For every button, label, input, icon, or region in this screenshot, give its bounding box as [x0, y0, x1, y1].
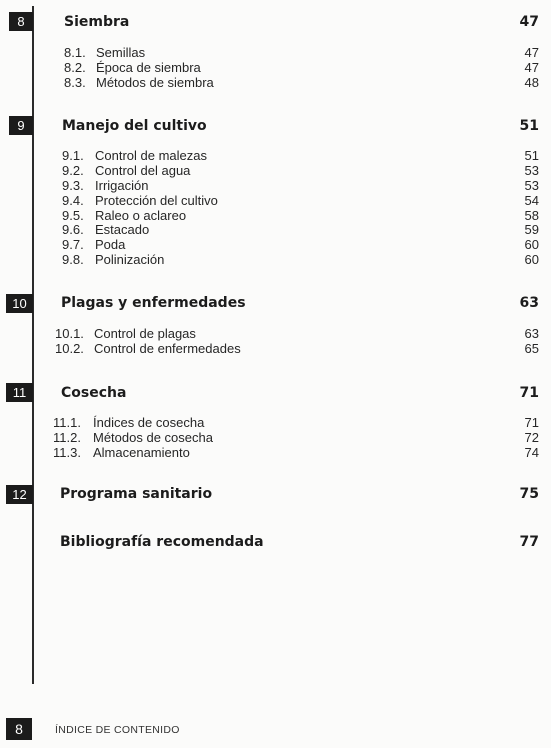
- toc-entry[interactable]: [64, 45, 145, 60]
- chapter-number-10: 10: [6, 294, 33, 313]
- entry-number: 9.6.: [62, 222, 84, 237]
- entry-number: 9.1.: [62, 148, 84, 163]
- chapter-number-11: 11: [6, 383, 33, 402]
- entry-page: 60: [524, 237, 539, 252]
- entry-label: Estacado: [95, 222, 150, 237]
- toc-entry[interactable]: [64, 75, 214, 90]
- entry-number: 8.3.: [64, 75, 86, 90]
- chapter-page-11: 71: [519, 385, 539, 401]
- entry-label: Control de enfermedades: [94, 341, 241, 356]
- entry-label: Raleo o aclareo: [95, 208, 187, 223]
- entry-page: 54: [524, 193, 539, 208]
- entry-label: Índices de cosecha: [93, 415, 205, 430]
- entry-number: 9.2.: [62, 163, 84, 178]
- toc-entry[interactable]: [55, 326, 196, 341]
- entry-label: Época de siembra: [96, 60, 201, 75]
- entry-label: Semillas: [96, 45, 146, 60]
- toc-entry[interactable]: [62, 237, 125, 252]
- toc-entry[interactable]: [62, 222, 149, 237]
- entry-number: 8.1.: [64, 45, 86, 60]
- chapter-title-8[interactable]: Siembra: [64, 14, 130, 30]
- bibliography-title[interactable]: Bibliografía recomendada: [60, 534, 264, 550]
- entry-label: Control de malezas: [95, 148, 207, 163]
- chapter-number-9: 9: [9, 116, 33, 135]
- chapter-number-8: 8: [9, 12, 33, 31]
- entry-page: 74: [524, 445, 539, 460]
- entry-number: 9.4.: [62, 193, 84, 208]
- entry-number: 9.5.: [62, 208, 84, 223]
- toc-entry[interactable]: [64, 60, 201, 75]
- entry-page: 71: [524, 415, 539, 430]
- entry-label: Protección del cultivo: [95, 193, 218, 208]
- chapter-page-8: 47: [519, 14, 539, 30]
- toc-entry[interactable]: [62, 208, 186, 223]
- entry-page: 72: [524, 430, 539, 445]
- entry-page: 53: [524, 163, 539, 178]
- entry-label: Métodos de siembra: [96, 75, 214, 90]
- chapter-title-9[interactable]: Manejo del cultivo: [62, 118, 207, 134]
- entry-label: Almacenamiento: [93, 445, 190, 460]
- toc-entry[interactable]: [53, 445, 190, 460]
- chapter-title-11[interactable]: Cosecha: [61, 385, 127, 401]
- footer-section-label: ÍNDICE DE CONTENIDO: [55, 724, 180, 736]
- footer-page-number: 8: [6, 718, 32, 740]
- entry-number: 10.2.: [55, 341, 84, 356]
- entry-number: 11.3.: [53, 445, 81, 460]
- entry-number: 9.8.: [62, 252, 84, 267]
- bibliography-page: 77: [519, 534, 539, 550]
- entry-label: Poda: [95, 237, 126, 252]
- entry-label: Control de plagas: [94, 326, 196, 341]
- entry-page: 53: [524, 178, 539, 193]
- toc-entry[interactable]: [62, 163, 190, 178]
- toc-entry[interactable]: [62, 193, 218, 208]
- chapter-page-9: 51: [519, 118, 539, 134]
- entry-number: 9.3.: [62, 178, 84, 193]
- entry-number: 8.2.: [64, 60, 86, 75]
- entry-label: Polinización: [95, 252, 165, 267]
- toc-entry[interactable]: [55, 341, 241, 356]
- toc-entry[interactable]: [62, 178, 148, 193]
- toc-entry[interactable]: [62, 148, 207, 163]
- entry-label: Irrigación: [95, 178, 149, 193]
- entry-page: 48: [524, 75, 539, 90]
- entry-page: 47: [524, 60, 539, 75]
- entry-number: 10.1.: [55, 326, 84, 341]
- chapter-title-12[interactable]: Programa sanitario: [60, 486, 213, 502]
- entry-number: 9.7.: [62, 237, 84, 252]
- entry-page: 47: [524, 45, 539, 60]
- entry-page: 58: [524, 208, 539, 223]
- chapter-page-10: 63: [519, 295, 539, 311]
- vertical-rule: [32, 6, 34, 684]
- entry-label: Control del agua: [95, 163, 191, 178]
- entry-page: 65: [524, 341, 539, 356]
- chapter-number-12: 12: [6, 485, 33, 504]
- entry-label: Métodos de cosecha: [93, 430, 213, 445]
- chapter-page-12: 75: [519, 486, 539, 502]
- entry-number: 11.1.: [53, 415, 81, 430]
- entry-page: 60: [524, 252, 539, 267]
- toc-entry[interactable]: [53, 415, 204, 430]
- toc-entry[interactable]: [62, 252, 164, 267]
- entry-page: 59: [524, 222, 539, 237]
- chapter-title-10[interactable]: Plagas y enfermedades: [61, 295, 246, 311]
- entry-page: 63: [524, 326, 539, 341]
- entry-page: 51: [524, 148, 539, 163]
- toc-entry[interactable]: [53, 430, 213, 445]
- entry-number: 11.2.: [53, 430, 81, 445]
